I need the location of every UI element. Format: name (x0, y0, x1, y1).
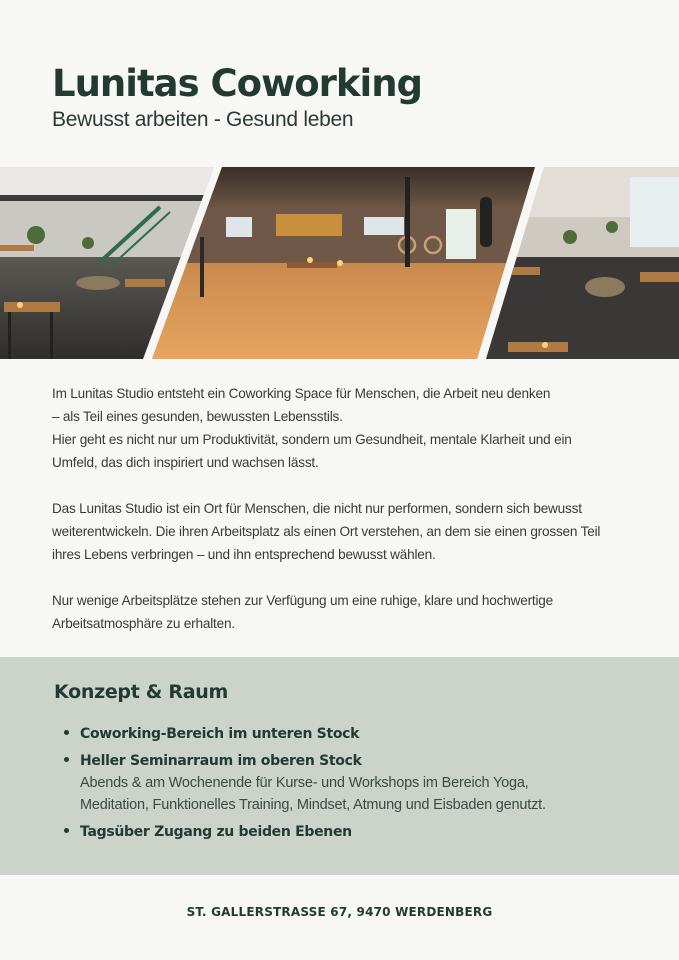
page-title: Lunitas Coworking (52, 62, 423, 105)
bullet-icon (64, 730, 69, 735)
page-subtitle: Bewusst arbeiten - Gesund leben (52, 108, 354, 131)
studio-hall-photo (150, 167, 540, 359)
intro-paragraph-3: Nur wenige Arbeitsplätze stehen zur Verfügung um eine ruhige, klare und hochwertige Arbeitsatmosphäre zu erhalten. (52, 593, 554, 631)
concept-section (0, 657, 679, 875)
footer-address: ST. GALLERSTRASSE 67, 9470 WERDENBERG (186, 905, 493, 919)
bullet-icon (64, 828, 69, 833)
intro-text (52, 382, 642, 658)
photo-strip (0, 167, 679, 359)
list-item: Heller Seminarraum im oberen Stock Abends & am Wochenende für Kurse- und Workshops im Bereich Yoga, Meditation, Funktionelles Training, Mindset, Atmung und Eisbaden genutzt. (62, 750, 622, 816)
concept-title: Konzept & Raum (54, 681, 228, 703)
intro-paragraph-2: Das Lunitas Studio ist ein Ort für Menschen, die nicht nur performen, sondern sich bewusst weiterentwickeln. Die ihren Arbeitsplatz als einen Ort verstehen, an dem sie einen grossen Teil ihres Lebens verbringen – und ihn entsprechend bewusst wählen. (52, 501, 601, 562)
bullet-icon (64, 757, 69, 762)
list-item: Tagsüber Zugang zu beiden Ebenen (62, 821, 622, 843)
concept-list (62, 723, 622, 848)
intro-paragraph-1: Im Lunitas Studio entsteht ein Coworking Space für Menschen, die Arbeit neu denken – als Teil eines gesunden, bewussten Lebensstils. Hier geht es nicht nur um Produktivität, sondern um Gesundheit, mentale Klarheit und ein Umfeld, das dich inspiriert und wachsen lässt. (52, 386, 572, 470)
header (52, 62, 422, 132)
list-item: Coworking-Bereich im unteren Stock (62, 723, 622, 745)
